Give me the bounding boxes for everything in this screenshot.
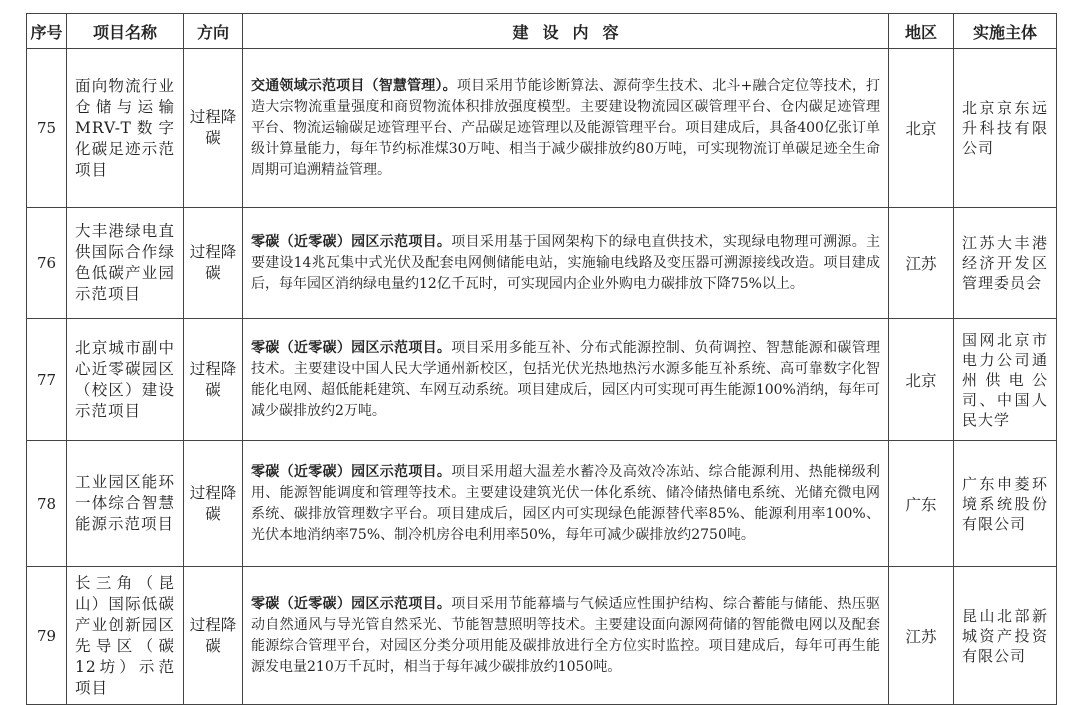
row-seq: 75 [27, 49, 67, 208]
row-entity: 广东申菱环境系统股份有限公司 [954, 441, 1057, 567]
row-entity: 江苏大丰港经济开发区管理委员会 [954, 208, 1057, 319]
row-category: 零碳（近零碳）园区示范项目。 [251, 233, 452, 250]
header-row [27, 14, 1057, 49]
header-content: 建设内容 [243, 14, 889, 49]
row-content [243, 208, 889, 319]
row-seq: 77 [27, 319, 67, 441]
row-content [243, 319, 889, 441]
row-region: 江苏 [889, 567, 954, 705]
row-category: 零碳（近零碳）园区示范项目。 [251, 595, 452, 612]
table-row [27, 208, 1057, 319]
row-content-text: 项目采用节能诊断算法、源荷孪生技术、北斗+融合定位等技术，打造大宗物流重量强度和商贸物流体积排放强度模型。主要建设物流园区碳管理平台、仓内碳足迹管理平台、物流运输碳足迹管理平台、产品碳足迹管理以及能源管理平台。项目建成后，具备400亿张订单级计算量能力，每年节约标准煤30万吨、相当于减少碳排放约80万吨，可实现物流订单碳足迹全生命周期可追溯精益管理。 [251, 77, 881, 178]
table-row [27, 567, 1057, 705]
row-project-name: 工业园区能环一体综合智慧能源示范项目 [67, 441, 184, 567]
row-project-name: 长三角（昆山）国际低碳产业创新园区先导区（碳12坊）示范项目 [67, 567, 184, 705]
header-name: 项目名称 [67, 14, 184, 49]
header-region: 地区 [889, 14, 954, 49]
row-content-text: 项目采用基于国网架构下的绿电直供技术，实现绿电物理可溯源。主要建设14兆瓦集中式光伏及配套电网侧储能电站，实施输电线路及变压器可溯源接线改造。项目建成后，每年园区消纳绿电量约12亿千瓦时，可实现园内企业外购电力碳排放下降75%以上。 [251, 233, 881, 292]
table-row [27, 49, 1057, 208]
row-entity: 国网北京市电力公司通州供电公司、中国人民大学 [954, 319, 1057, 441]
row-direction: 过程降碳 [184, 49, 243, 208]
row-project-name: 大丰港绿电直供国际合作绿色低碳产业园示范项目 [67, 208, 184, 319]
projects-table-wrapper [26, 13, 1056, 705]
row-content-text: 项目采用节能幕墙与气候适应性围护结构、综合蓄能与储能、热压驱动自然通风与导光管自然采光、节能智慧照明等技术。主要建设面向源网荷储的智能微电网以及配套能源综合管理平台，对园区分类分项用能及碳排放进行全方位实时监控。项目建成后，每年可再生能源发电量210万千瓦时，相当于每年减少碳排放约1050吨。 [251, 595, 881, 675]
row-project-name: 面向物流行业仓储与运输MRV-T数字化碳足迹示范项目 [67, 49, 184, 208]
projects-table [26, 13, 1057, 705]
row-entity: 昆山北部新城资产投资有限公司 [954, 567, 1057, 705]
header-seq: 序号 [27, 14, 67, 49]
row-category: 零碳（近零碳）园区示范项目。 [251, 463, 452, 480]
row-content-text: 项目采用多能互补、分布式能源控制、负荷调控、智慧能源和碳管理技术。主要建设中国人民大学通州新校区，包括光伏光热地热污水源多能互补系统、高可靠数字化智能化电网、超低能耗建筑、车网互动系统。项目建成后，园区内可实现可再生能源100%消纳，每年可减少碳排放约2万吨。 [251, 339, 881, 419]
row-region: 江苏 [889, 208, 954, 319]
row-content [243, 567, 889, 705]
row-content-text: 项目采用超大温差水蓄冷及高效冷冻站、综合能源利用、热能梯级利用、能源智能调度和管理等技术。主要建设建筑光伏一体化系统、储冷储热储电系统、光储充微电网系统、碳排放管理数字平台。项目建成后，园区内可实现绿色能源替代率85%、能源利用率100%、光伏本地消纳率75%、制冷机房谷电利用率50%，每年可减少碳排放约2750吨。 [251, 463, 881, 543]
row-content [243, 49, 889, 208]
row-region: 广东 [889, 441, 954, 567]
row-seq: 76 [27, 208, 67, 319]
row-direction: 过程降碳 [184, 567, 243, 705]
row-content [243, 441, 889, 567]
row-project-name: 北京城市副中心近零碳园区（校区）建设示范项目 [67, 319, 184, 441]
row-seq: 79 [27, 567, 67, 705]
table-row [27, 441, 1057, 567]
header-entity: 实施主体 [954, 14, 1057, 49]
row-region: 北京 [889, 319, 954, 441]
row-category: 零碳（近零碳）园区示范项目。 [251, 339, 452, 356]
row-region: 北京 [889, 49, 954, 208]
header-direction: 方向 [184, 14, 243, 49]
table-row [27, 319, 1057, 441]
row-entity: 北京京东远升科技有限公司 [954, 49, 1057, 208]
row-category: 交通领域示范项目（智慧管理）。 [251, 77, 457, 94]
row-direction: 过程降碳 [184, 208, 243, 319]
row-seq: 78 [27, 441, 67, 567]
row-direction: 过程降碳 [184, 441, 243, 567]
row-direction: 过程降碳 [184, 319, 243, 441]
